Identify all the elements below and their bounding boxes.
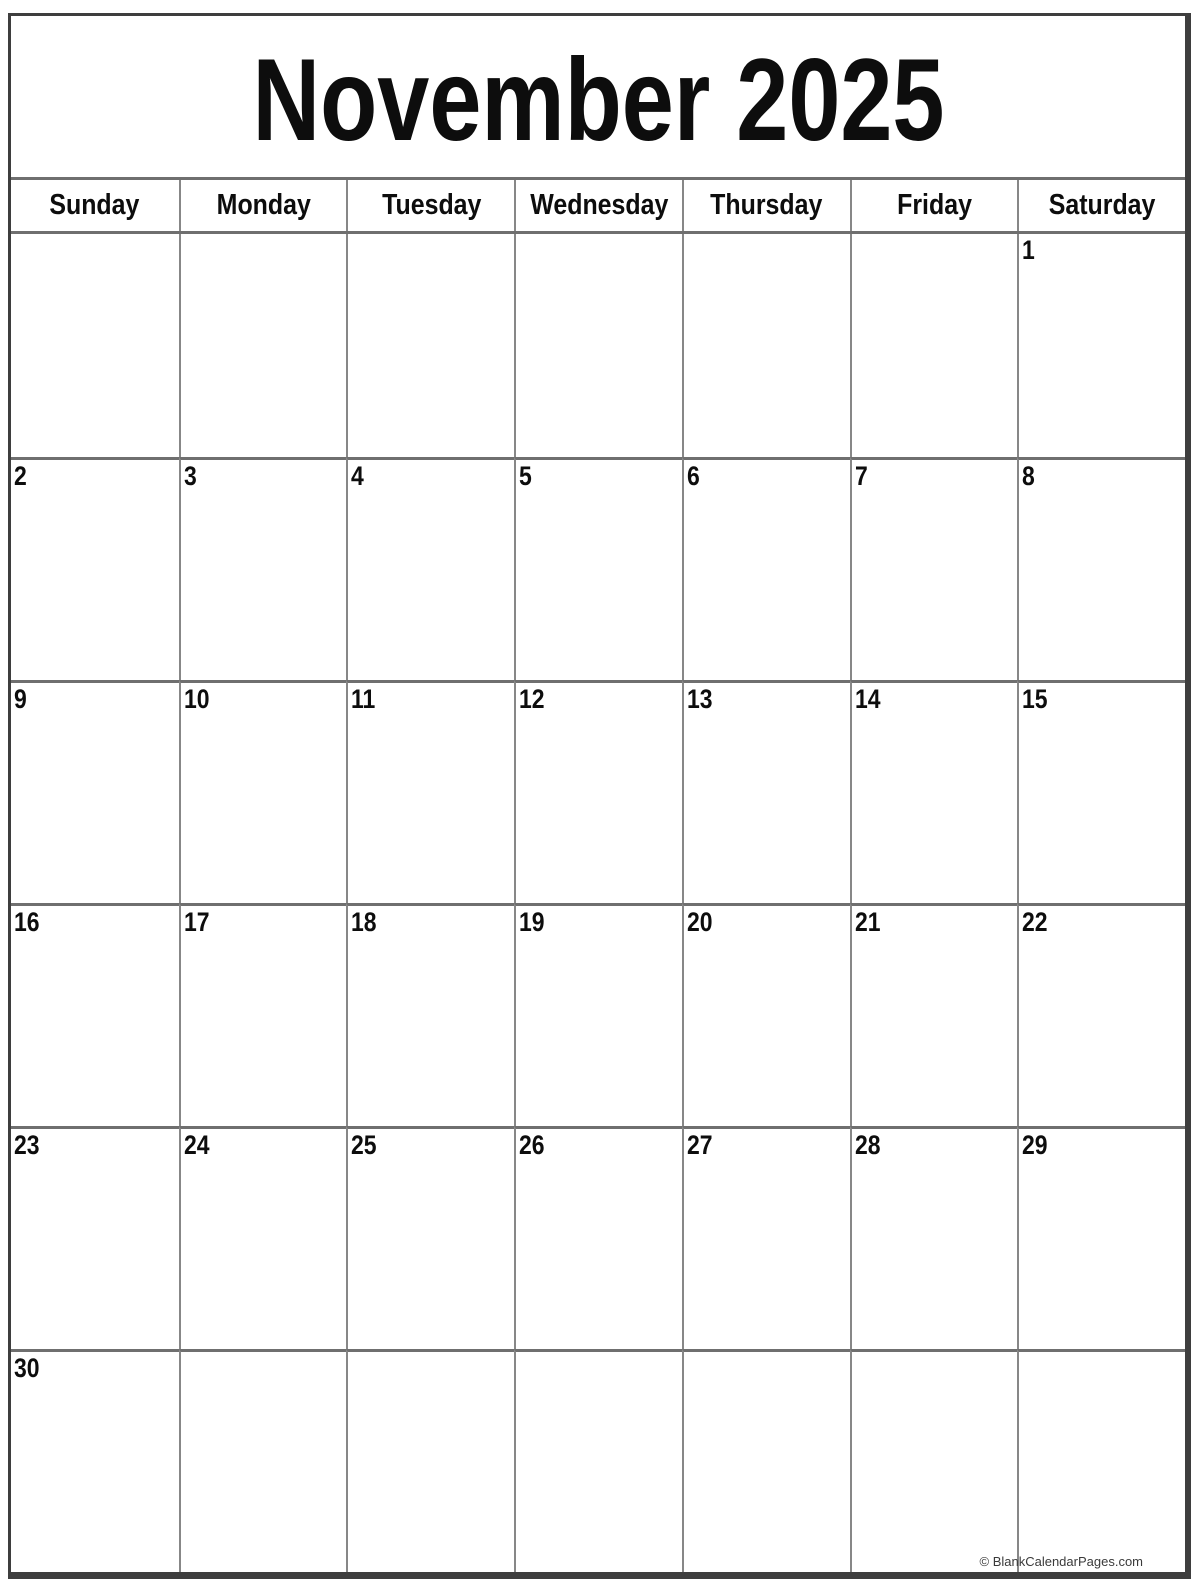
day-cell (346, 680, 514, 903)
day-number: 27 (686, 1130, 713, 1160)
day-number: 13 (686, 684, 713, 714)
day-cell (179, 234, 347, 457)
day-cell (850, 1126, 1018, 1349)
day-number: 1 (1022, 235, 1036, 265)
day-number: 29 (1022, 1130, 1048, 1160)
day-cell (514, 1349, 682, 1572)
day-number: 24 (183, 1130, 210, 1160)
day-cell (179, 1349, 347, 1572)
day-number: 30 (14, 1353, 40, 1383)
day-cell (11, 1349, 179, 1572)
weekday-label: Saturday (1048, 189, 1156, 221)
day-cell (850, 680, 1018, 903)
day-number: 12 (519, 684, 545, 714)
weekday-header-saturday (1017, 180, 1185, 231)
day-number: 5 (519, 461, 532, 491)
weekday-label: Thursday (710, 189, 823, 221)
day-cell (682, 1126, 850, 1349)
day-cell (682, 903, 850, 1126)
day-cell (179, 680, 347, 903)
weekday-header-sunday (11, 180, 179, 231)
day-number: 22 (1022, 907, 1048, 937)
weekday-label: Sunday (49, 189, 140, 221)
day-number: 2 (14, 461, 27, 491)
day-number: 25 (351, 1130, 377, 1160)
day-cell (1017, 1349, 1185, 1572)
day-number: 6 (686, 461, 700, 491)
weekday-label: Wednesday (529, 189, 669, 221)
day-number: 17 (183, 907, 210, 937)
day-cell (11, 457, 179, 680)
day-number: 8 (1022, 461, 1036, 491)
day-number: 3 (183, 461, 197, 491)
day-number: 26 (519, 1130, 545, 1160)
day-cell (11, 903, 179, 1126)
weekday-header-monday (179, 180, 347, 231)
day-number: 19 (519, 907, 545, 937)
title-area (11, 16, 1185, 180)
day-cell (346, 457, 514, 680)
day-cell (346, 234, 514, 457)
day-cell (179, 903, 347, 1126)
day-cell (850, 1349, 1018, 1572)
day-cell (179, 457, 347, 680)
day-cell (514, 903, 682, 1126)
day-number: 9 (14, 684, 27, 714)
day-number: 4 (351, 461, 365, 491)
day-cell (1017, 903, 1185, 1126)
day-number: 14 (854, 684, 881, 714)
day-number: 21 (854, 907, 881, 937)
weekday-header-thursday (682, 180, 850, 231)
day-number: 7 (854, 461, 868, 491)
day-cell (514, 680, 682, 903)
calendar-frame (8, 13, 1191, 1579)
day-cell (1017, 234, 1185, 457)
weekday-header-wednesday (514, 180, 682, 231)
day-cell (514, 457, 682, 680)
day-number: 28 (854, 1130, 881, 1160)
day-cell (346, 903, 514, 1126)
weekday-header-friday (850, 180, 1018, 231)
weekday-label: Monday (216, 189, 311, 221)
day-cell (514, 1126, 682, 1349)
day-cell (11, 1126, 179, 1349)
day-cell (179, 1126, 347, 1349)
day-cell (346, 1126, 514, 1349)
day-cell (1017, 680, 1185, 903)
day-cell (682, 234, 850, 457)
day-grid (11, 234, 1185, 1572)
page-title: November 2025 (252, 34, 944, 165)
day-number: 10 (183, 684, 210, 714)
day-number: 15 (1022, 684, 1048, 714)
day-cell (682, 457, 850, 680)
day-cell (346, 1349, 514, 1572)
day-number: 11 (351, 684, 376, 714)
weekday-label: Friday (896, 189, 972, 221)
day-cell (11, 680, 179, 903)
day-number: 18 (351, 907, 377, 937)
weekday-label: Tuesday (381, 189, 481, 221)
day-cell (514, 234, 682, 457)
day-cell (11, 234, 179, 457)
day-number: 16 (14, 907, 40, 937)
day-number: 23 (14, 1130, 40, 1160)
weekday-header-tuesday (346, 180, 514, 231)
copyright-watermark: © BlankCalendarPages.com (979, 1554, 1143, 1570)
day-cell (850, 903, 1018, 1126)
day-cell (1017, 1126, 1185, 1349)
day-cell (682, 680, 850, 903)
day-cell (682, 1349, 850, 1572)
weekday-header-row (11, 180, 1185, 234)
day-number: 20 (686, 907, 713, 937)
day-cell (850, 234, 1018, 457)
day-cell (1017, 457, 1185, 680)
day-cell (850, 457, 1018, 680)
